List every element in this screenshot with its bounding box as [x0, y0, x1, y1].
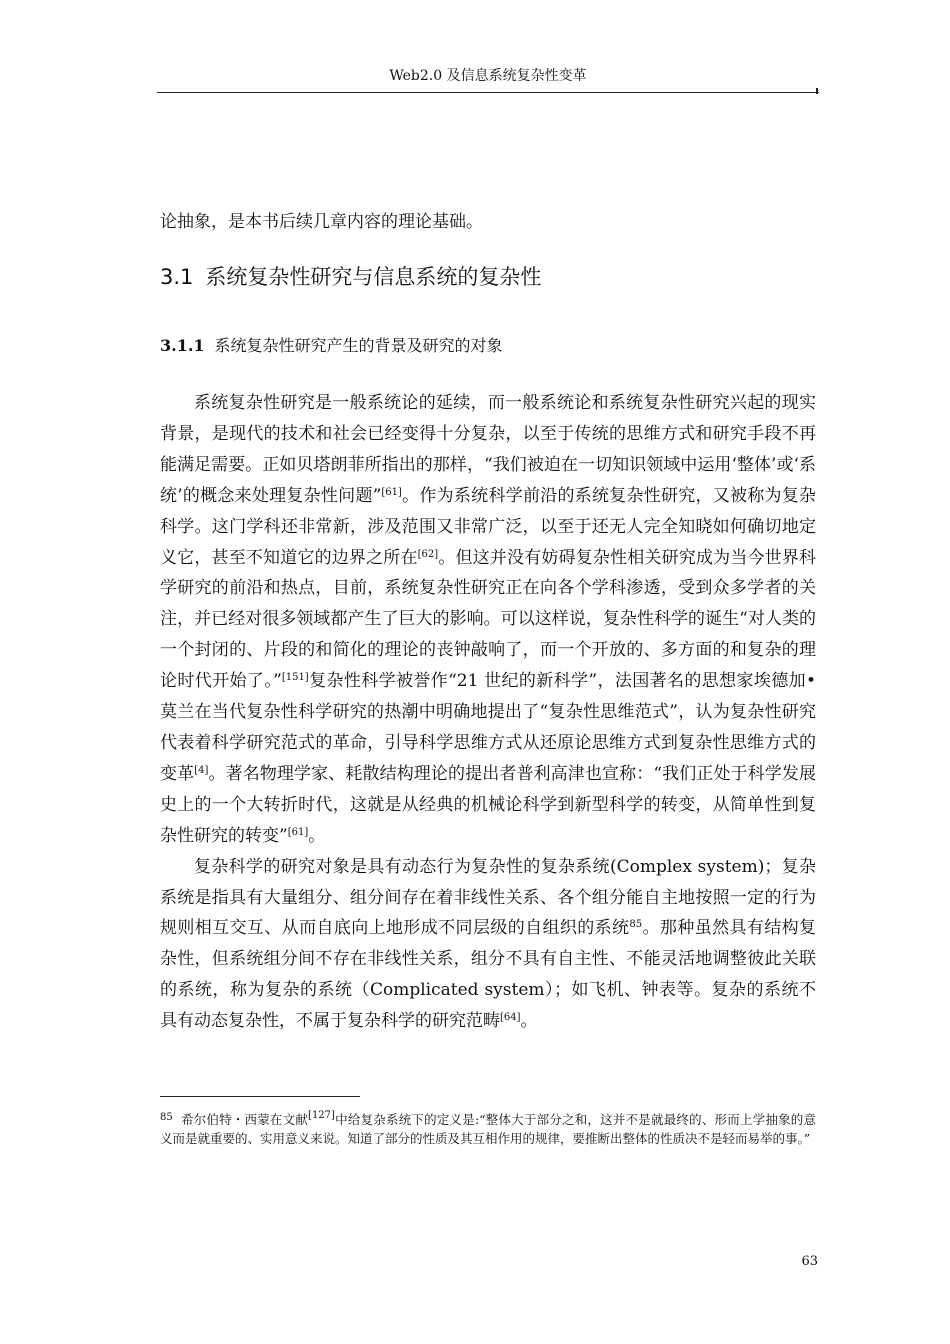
citation: [61]: [381, 486, 402, 498]
section-number: 3.1: [160, 265, 194, 289]
citation: [151]: [281, 672, 309, 684]
p1-text-6: 。: [308, 825, 326, 846]
p2-text-2: 。那种虽然具有结构复杂性，但系统组分间不存在非线性关系，组分不具有自主性、不能灵活地调整彼此关联的系统，称为复杂的系统（Complicated system）；如飞机、钟表等。复杂的系统不具有动态复杂性，不属于复杂科学的研究范畴: [160, 918, 817, 1032]
footnote-text-1: 希尔伯特・西蒙在文献: [180, 1112, 309, 1127]
header-rule-tick: [816, 88, 818, 94]
citation: [62]: [417, 548, 439, 560]
p1-text-5: 。著名物理学家、耗散结构理论的提出者普利高津也宣称：“我们正处于科学发展史上的一个大转折时代，这就是从经典的机械论科学到新型科学的转变，从简单性到复杂性研究的转变”: [160, 763, 816, 846]
p2-text-1: 复杂科学的研究对象是具有动态行为复杂性的复杂系统(Complex system)；复杂系统是指具有大量组分、组分间存在着非线性关系、各个组分能自主地按照一定的行为规则相互交互、从而自底向上地形成不同层级的自组织的系统: [160, 856, 816, 939]
paragraph-1: [160, 388, 816, 852]
footnote-divider: [160, 1096, 360, 1097]
p1-text-1: 系统复杂性研究是一般系统论的延续，而一般系统论和系统复杂性研究兴起的现实背景，是现代的技术和社会已经变得十分复杂，以至于传统的思维方式和研究手段不再能满足需要。正如贝塔朗菲所指出的那样，“我们被迫在一切知识领域中运用‘整体’或‘系统’的概念来处理复杂性问题”: [160, 393, 816, 506]
subsection-title: 系统复杂性研究产生的背景及研究的对象: [214, 336, 503, 355]
subsection-number: 3.1.1: [160, 336, 205, 355]
footnote-marker[interactable]: 85: [629, 919, 643, 931]
running-title: Web2.0 及信息系统复杂性变革: [389, 68, 587, 84]
running-header: [157, 62, 819, 93]
p1-text-2: 。作为系统科学前沿的系统复杂性研究，又被称为复杂科学。这门学科还非常新，涉及范围又非常广泛，以至于还无人完全知晓如何确切地定义它，甚至不知道它的边界之所在: [160, 485, 816, 568]
footnote: [160, 1108, 816, 1148]
citation: [4]: [194, 764, 209, 776]
citation: [127]: [308, 1110, 335, 1121]
page-number: 63: [801, 1254, 818, 1269]
footnote-text-2: 中给复杂系统下的定义是:“整体大于部分之和，这并不是就最终的、形而上学抽象的意义而是就重要的、实用意义来说。知道了部分的性质及其互相作用的规律，要推断出整体的性质决不是轻而易举的事。”: [160, 1112, 816, 1146]
footnote-number: 85: [160, 1112, 173, 1123]
continued-paragraph: 论抽象，是本书后续几章内容的理论基础。: [160, 212, 483, 232]
body-text: [160, 388, 816, 1037]
p1-text-4: 复杂性科学被誉作“21 世纪的新科学”，法国著名的思想家埃德加•莫兰在当代复杂性科学研究的热潮中明确地提出了“复杂性思维范式”，认为复杂性研究代表着科学研究范式的革命，引导科学思维方式从还原论思维方式到复杂性思维方式的变革: [160, 671, 816, 784]
citation: [61]: [287, 826, 309, 838]
citation: [64]: [500, 1012, 521, 1024]
section-title: 系统复杂性研究与信息系统的复杂性: [205, 265, 542, 289]
p1-text-3: 。但这并没有妨碍复杂性相关研究成为当今世界科学研究的前沿和热点，目前，系统复杂性研究正在向各个学科渗透，受到众多学者的关注，并已经对很多领域都产生了巨大的影响。可以这样说，复杂性科学的诞生“对人类的一个封闭的、片段的和简化的理论的丧钟敲响了，而一个开放的、多方面的和复杂的理论时代开始了。”: [160, 547, 817, 692]
paragraph-2: [160, 852, 816, 1037]
subsection-heading: [160, 332, 503, 360]
section-heading: [160, 262, 541, 292]
p2-text-3: 。: [520, 1011, 538, 1032]
